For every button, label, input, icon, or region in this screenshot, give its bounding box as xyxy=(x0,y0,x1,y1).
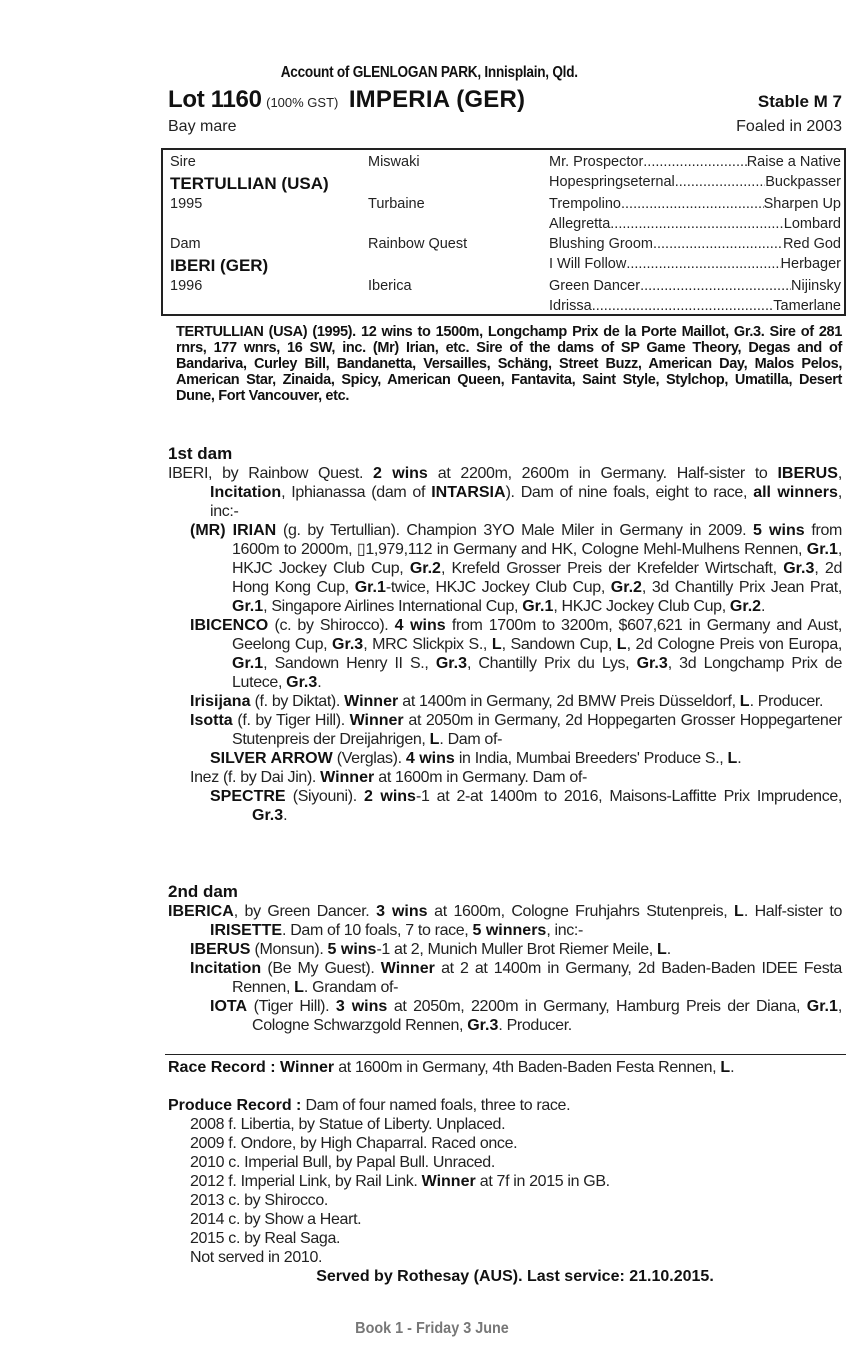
sire-year: 1995 xyxy=(170,196,203,212)
text: (Verglas). xyxy=(332,750,406,767)
bold-text: IBERUS xyxy=(777,465,838,482)
text: , Sandown Cup, xyxy=(501,636,617,653)
text: Inez (f. by Dai Jin). xyxy=(190,769,321,786)
text: ). Dam of nine foals, eight to race, xyxy=(505,484,754,501)
bold-text: 5 winners xyxy=(472,922,547,939)
bold-text: Gr.2 xyxy=(409,560,441,577)
bold-text: L xyxy=(429,731,440,748)
produce-item xyxy=(168,1153,842,1172)
ancestor-gen3 xyxy=(549,216,841,232)
bold-text: 2 wins xyxy=(363,788,416,805)
text: . Producer. xyxy=(498,1017,572,1034)
bold-text: L xyxy=(739,693,750,710)
ancestor-sire: I Will Follow xyxy=(549,256,627,272)
bold-text: L xyxy=(294,979,304,996)
bold-text: Winner xyxy=(380,960,435,977)
bold-text: IBICENCO xyxy=(190,617,269,634)
text: , inc:- xyxy=(210,484,842,520)
gst-note: (100% GST) xyxy=(266,95,339,110)
text: . Dam of 10 foals, 7 to race, xyxy=(282,922,473,939)
text: , Iphianassa (dam of xyxy=(281,484,432,501)
text: from 1700m to 3200m, $607,621 in Germany and Aust, Geelong Cup, xyxy=(232,617,842,653)
text: . xyxy=(283,807,288,824)
pedigree-entry xyxy=(168,959,842,997)
sire-dam: Turbaine xyxy=(368,196,425,212)
second-dam-section xyxy=(168,882,842,1035)
bold-text: L xyxy=(616,636,627,653)
bold-text: INTARSIA xyxy=(431,484,506,501)
leader-dots xyxy=(640,278,791,294)
text: . Dam of- xyxy=(439,731,503,748)
ancestor-gen3 xyxy=(549,236,841,252)
pedigree-entry xyxy=(168,692,842,711)
sire-sire: Miswaki xyxy=(368,154,420,170)
text: 2014 c. by Show a Heart. xyxy=(190,1211,362,1228)
lot-header xyxy=(168,86,842,116)
ancestor-dam-sire: Lombard xyxy=(783,216,841,232)
bold-text: all winners xyxy=(753,484,838,501)
text: IBERI, by Rainbow Quest. xyxy=(168,465,374,482)
bold-text: L xyxy=(727,750,738,767)
text: at 2050m, 2200m in Germany, Hamburg Preis der Diana, xyxy=(387,998,807,1015)
text: from 1600m to 2000m, ▯1,979,112 in Germany and HK, Cologne Mehl-Mulhens Rennen, xyxy=(232,522,842,558)
text: , Chantilly Prix du Lys, xyxy=(466,655,637,672)
stable-number: Stable M 7 xyxy=(757,92,842,111)
text: -1 at 2, Munich Muller Brot Riemer Meile, xyxy=(376,941,657,958)
bold-text: 5 wins xyxy=(327,941,377,958)
page-footer: Book 1 - Friday 3 June xyxy=(355,1320,509,1337)
text: at 7f in 2015 in GB. xyxy=(475,1173,610,1190)
bold-text: IRISETTE xyxy=(210,922,283,939)
text: , MRC Slickpix S., xyxy=(363,636,492,653)
first-dam-section xyxy=(168,444,842,825)
ancestor-gen3 xyxy=(549,298,841,314)
text: 2010 c. Imperial Bull, by Papal Bull. Unraced. xyxy=(190,1154,495,1171)
text: . xyxy=(730,1059,735,1076)
bold-text: Gr.2 xyxy=(729,598,762,615)
produce-record-intro: Dam of four named foals, three to race. xyxy=(301,1097,571,1114)
ancestor-sire: Idrissa xyxy=(549,298,592,314)
dam-dam: Iberica xyxy=(368,278,412,294)
text: . Grandam of- xyxy=(303,979,399,996)
bold-text: L xyxy=(720,1059,731,1076)
text: , HKJC Jockey Club Cup, xyxy=(553,598,730,615)
bold-text: Isotta xyxy=(190,712,233,729)
text: , inc:- xyxy=(546,922,583,939)
bold-text: L xyxy=(491,636,502,653)
ancestor-dam-sire: Buckpasser xyxy=(765,174,841,190)
produce-item xyxy=(168,1172,842,1191)
ancestor-gen3 xyxy=(549,196,841,212)
bold-text: Gr.1 xyxy=(806,998,838,1015)
text: 2009 f. Ondore, by High Chaparral. Raced once. xyxy=(190,1135,518,1152)
text: , 3d Chantilly Prix Jean Prat, xyxy=(641,579,842,596)
sire-label: Sire xyxy=(170,154,196,170)
ancestor-sire: Allegretta xyxy=(549,216,611,232)
leader-dots xyxy=(675,174,765,190)
bold-text: Gr.1 xyxy=(232,655,264,672)
ancestor-dam-sire: Raise a Native xyxy=(746,154,841,170)
produce-item xyxy=(168,1229,842,1248)
bold-text: 4 wins xyxy=(394,617,446,634)
bold-text: Incitation xyxy=(210,484,282,501)
text: -twice, HKJC Jockey Club Cup, xyxy=(385,579,611,596)
bold-text: Gr.3 xyxy=(783,560,815,577)
horse-sex: Bay mare xyxy=(168,118,237,135)
bold-text: Gr.3 xyxy=(286,674,318,691)
bold-text: Gr.3 xyxy=(636,655,668,672)
pedigree-entry xyxy=(168,464,842,521)
bold-text: Winner xyxy=(320,769,375,786)
section-divider xyxy=(165,1054,846,1055)
text: 2008 f. Libertia, by Statue of Liberty. Unplaced. xyxy=(190,1116,506,1133)
ancestor-dam-sire: Herbager xyxy=(780,256,841,272)
bold-text: 2 wins xyxy=(373,465,428,482)
sire-summary: TERTULLIAN (USA) (1995). 12 wins to 1500m, Longchamp Prix de la Porte Maillot, Gr.3. Sire of 281 rnrs, 177 wnrs, 16 SW, inc. (Mr) Irian, etc. Sire of the dams of SP Game Theory, Degas and of Bandariva, Curley Bill, Bandanetta, Versailles, Schäng, Street Buzz, American Day, Malos Pelos, American Star, Zinaida, Spicy, American Queen, Fantavita, Saint Style, Stylchop, Umatilla, Desert Dune, Fort Vancouver, etc. xyxy=(176,324,842,404)
text: , HKJC Jockey Club Cup, xyxy=(232,541,842,577)
text: (Be My Guest). xyxy=(261,960,381,977)
dam-label: Dam xyxy=(170,236,201,252)
bold-text: Gr.1 xyxy=(232,598,264,615)
produce-item xyxy=(168,1134,842,1153)
text: (Siyouni). xyxy=(285,788,364,805)
dam-sire: Rainbow Quest xyxy=(368,236,468,252)
text: at 2200m, 2600m in Germany. Half-sister to xyxy=(427,465,778,482)
text: Not served in 2010. xyxy=(190,1249,323,1266)
pedigree-entry xyxy=(168,616,842,692)
text: (c. by Shirocco). xyxy=(268,617,395,634)
service-note: Served by Rothesay (AUS). Last service: 21.10.2015. xyxy=(316,1268,714,1285)
pedigree-table xyxy=(161,148,846,316)
ancestor-gen3 xyxy=(549,174,841,190)
text: , 2d Cologne Preis von Europa, xyxy=(626,636,842,653)
text: at 1600m in Germany, 4th Baden-Baden Festa Rennen, xyxy=(334,1059,721,1076)
leader-dots xyxy=(621,196,764,212)
ancestor-dam-sire: Red God xyxy=(782,236,841,252)
sire-name: TERTULLIAN (USA) xyxy=(170,174,329,193)
text: . xyxy=(761,598,766,615)
bold-text: Race Record : xyxy=(168,1059,281,1076)
produce-record xyxy=(168,1096,842,1267)
ancestor-dam-sire: Nijinsky xyxy=(791,278,841,294)
ancestor-gen3 xyxy=(549,278,841,294)
bold-text: 3 wins xyxy=(376,903,428,920)
bold-text: L xyxy=(656,941,667,958)
pedigree-entry xyxy=(168,749,842,768)
leader-dots xyxy=(626,256,780,272)
bold-text: Gr.1 xyxy=(354,579,386,596)
ancestor-sire: Hopespringseternal xyxy=(549,174,675,190)
horse-details xyxy=(168,118,842,136)
bold-text: Gr.3 xyxy=(467,1017,499,1034)
text: . xyxy=(317,674,322,691)
pedigree-entry xyxy=(168,787,842,825)
bold-text: Gr.2 xyxy=(610,579,642,596)
bold-text: Gr.1 xyxy=(806,541,838,558)
dam-name: IBERI (GER) xyxy=(170,256,269,275)
lot-number: Lot 1160 xyxy=(168,86,262,113)
bold-text: Winner xyxy=(280,1059,335,1076)
produce-item xyxy=(168,1115,842,1134)
ancestor-sire: Mr. Prospector xyxy=(549,154,644,170)
text: . Half-sister to xyxy=(743,903,843,920)
race-record xyxy=(168,1058,842,1077)
bold-text: Incitation xyxy=(190,960,262,977)
race-record-text xyxy=(168,1058,842,1077)
produce-record-label: Produce Record : xyxy=(168,1097,302,1114)
horse-name: IMPERIA (GER) xyxy=(348,86,526,113)
text: -1 at 2-at 1400m to 2016, Maisons-Laffitte Prix Imprudence, xyxy=(415,788,843,805)
text: (g. by Tertullian). Champion 3YO Male Miler in Germany in 2009. xyxy=(276,522,754,539)
ancestor-sire: Trempolino xyxy=(549,196,621,212)
text: , Singapore Airlines International Cup, xyxy=(263,598,523,615)
text: (f. by Tiger Hill). xyxy=(232,712,350,729)
text: (Tiger Hill). xyxy=(247,998,336,1015)
bold-text: IBERUS xyxy=(190,941,251,958)
first-dam-heading: 1st dam xyxy=(168,444,233,463)
ancestor-dam-sire: Tamerlane xyxy=(773,298,841,314)
bold-text: SILVER ARROW xyxy=(210,750,333,767)
produce-item xyxy=(168,1210,842,1229)
bold-text: Winner xyxy=(344,693,399,710)
pedigree-entry xyxy=(168,768,842,787)
bold-text: Winner xyxy=(421,1173,476,1190)
second-dam-heading: 2nd dam xyxy=(168,882,238,901)
text: , 2d Hong Kong Cup, xyxy=(232,560,842,596)
text: , Cologne Schwarzgold Rennen, xyxy=(252,998,842,1034)
text: in India, Mumbai Breeders' Produce S., xyxy=(454,750,728,767)
ancestor-sire: Blushing Groom xyxy=(549,236,653,252)
leader-dots xyxy=(610,216,784,232)
pedigree-entry xyxy=(168,997,842,1035)
text: , by Green Dancer. xyxy=(233,903,377,920)
text: at 1600m in Germany. Dam of- xyxy=(374,769,587,786)
foaled-year: Foaled in 2003 xyxy=(736,118,842,135)
text: at 1600m, Cologne Fruhjahrs Stutenpreis, xyxy=(427,903,735,920)
text: at 2 at 1400m in Germany, 2d Baden-Baden IDEE Festa Rennen, xyxy=(232,960,842,996)
produce-item xyxy=(168,1191,842,1210)
text: , Krefeld Grosser Preis der Krefelder Wirtschaft, xyxy=(440,560,784,577)
bold-text: (MR) IRIAN xyxy=(190,522,277,539)
bold-text: 4 wins xyxy=(405,750,455,767)
ancestor-gen3 xyxy=(549,154,841,170)
pedigree-entry xyxy=(168,902,842,940)
text: , 3d Longchamp Prix de Lutece, xyxy=(232,655,842,691)
bold-text: 3 wins xyxy=(335,998,388,1015)
bold-text: SPECTRE xyxy=(210,788,286,805)
text: . xyxy=(666,941,671,958)
bold-text: 5 wins xyxy=(753,522,805,539)
bold-text: L xyxy=(734,903,744,920)
text: at 1400m in Germany, 2d BMW Preis Düsseldorf, xyxy=(398,693,740,710)
pedigree-entry xyxy=(168,940,842,959)
text: . xyxy=(737,750,742,767)
bold-text: IBERICA xyxy=(168,903,234,920)
produce-item xyxy=(168,1248,842,1267)
bold-text: Gr.3 xyxy=(435,655,467,672)
text: , Sandown Henry II S., xyxy=(263,655,436,672)
bold-text: Gr.1 xyxy=(522,598,554,615)
bold-text: Gr.3 xyxy=(332,636,364,653)
leader-dots xyxy=(653,236,783,252)
bold-text: Gr.3 xyxy=(252,807,284,824)
vendor-account: Account of GLENLOGAN PARK, Innisplain, Qld. xyxy=(280,64,578,81)
ancestor-gen3 xyxy=(549,256,841,272)
ancestor-dam-sire: Sharpen Up xyxy=(763,196,841,212)
pedigree-entry xyxy=(168,711,842,749)
text: (Monsun). xyxy=(250,941,328,958)
pedigree-entry xyxy=(168,521,842,616)
leader-dots xyxy=(643,154,746,170)
leader-dots xyxy=(592,298,774,314)
bold-text: Irisijana xyxy=(190,693,251,710)
ancestor-sire: Green Dancer xyxy=(549,278,641,294)
bold-text: IOTA xyxy=(210,998,248,1015)
dam-year: 1996 xyxy=(170,278,203,294)
text: 2012 f. Imperial Link, by Rail Link. xyxy=(190,1173,422,1190)
text: 2013 c. by Shirocco. xyxy=(190,1192,328,1209)
text: 2015 c. by Real Saga. xyxy=(190,1230,341,1247)
text: , xyxy=(837,465,843,482)
text: (f. by Diktat). xyxy=(250,693,345,710)
text: . Producer. xyxy=(749,693,824,710)
bold-text: Winner xyxy=(349,712,404,729)
text: at 2050m in Germany, 2d Hoppegarten Grosser Hoppegartener Stutenpreis der Dreijahrigen, xyxy=(232,712,842,748)
